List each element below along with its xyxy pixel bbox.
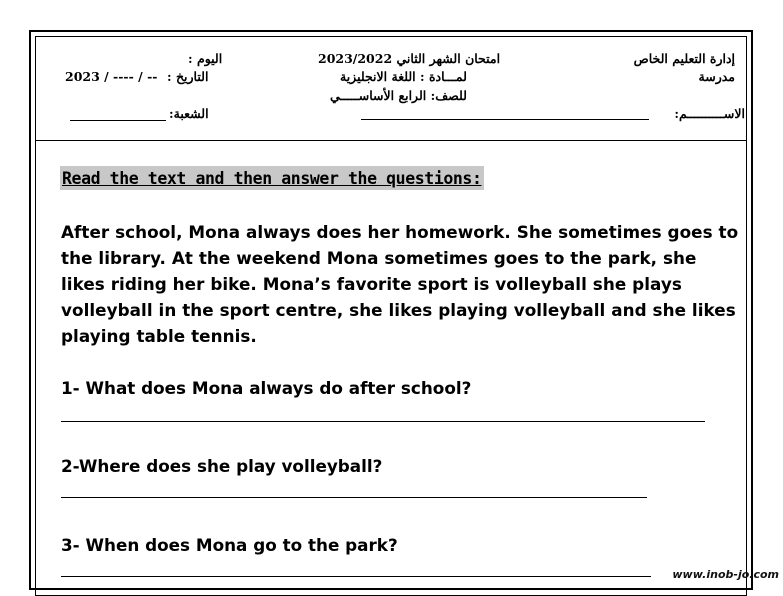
- reading-passage: After school, Mona always does her homework. She sometimes goes to the library. At the weekend Mona sometimes goes to the park, she likes riding her bike. Mona’s favorite sport is volleyball she plays volleyball in the sport centre, she likes playing volleyball and she likes playing table tennis.: [61, 222, 739, 346]
- date-label: التاريخ :: [167, 69, 209, 84]
- answer-line-2[interactable]: [61, 497, 647, 498]
- student-name-label: الاســــــــــم:: [674, 106, 745, 121]
- day-label: اليوم :: [188, 51, 223, 66]
- subject-label: لمـــادة : اللغة الانجليزية: [340, 69, 467, 84]
- school-label: مدرسة: [698, 69, 735, 84]
- answer-line-3[interactable]: [61, 576, 651, 577]
- admin-label: إدارة التعليم الخاص: [633, 51, 735, 66]
- section-field[interactable]: [70, 120, 166, 121]
- grade-label: للصف: الرابع الأساســـــي: [330, 88, 467, 103]
- exam-title: امتحان الشهر الثاني 2023/2022: [318, 51, 501, 66]
- header-divider: [35, 140, 747, 141]
- watermark-url: www.inob-jo.com: [672, 568, 779, 581]
- question-1: 1- What does Mona always do after school?: [61, 378, 472, 398]
- question-3: 3- When does Mona go to the park?: [61, 535, 398, 555]
- question-2: 2-Where does she play volleyball?: [61, 456, 383, 476]
- date-value: 2023 / ---- / --: [65, 69, 158, 84]
- answer-line-1[interactable]: [61, 421, 705, 422]
- section-label: الشعبة:: [169, 106, 209, 121]
- student-name-field[interactable]: [361, 119, 649, 120]
- exercise-heading: Read the text and then answer the questions:: [60, 166, 484, 190]
